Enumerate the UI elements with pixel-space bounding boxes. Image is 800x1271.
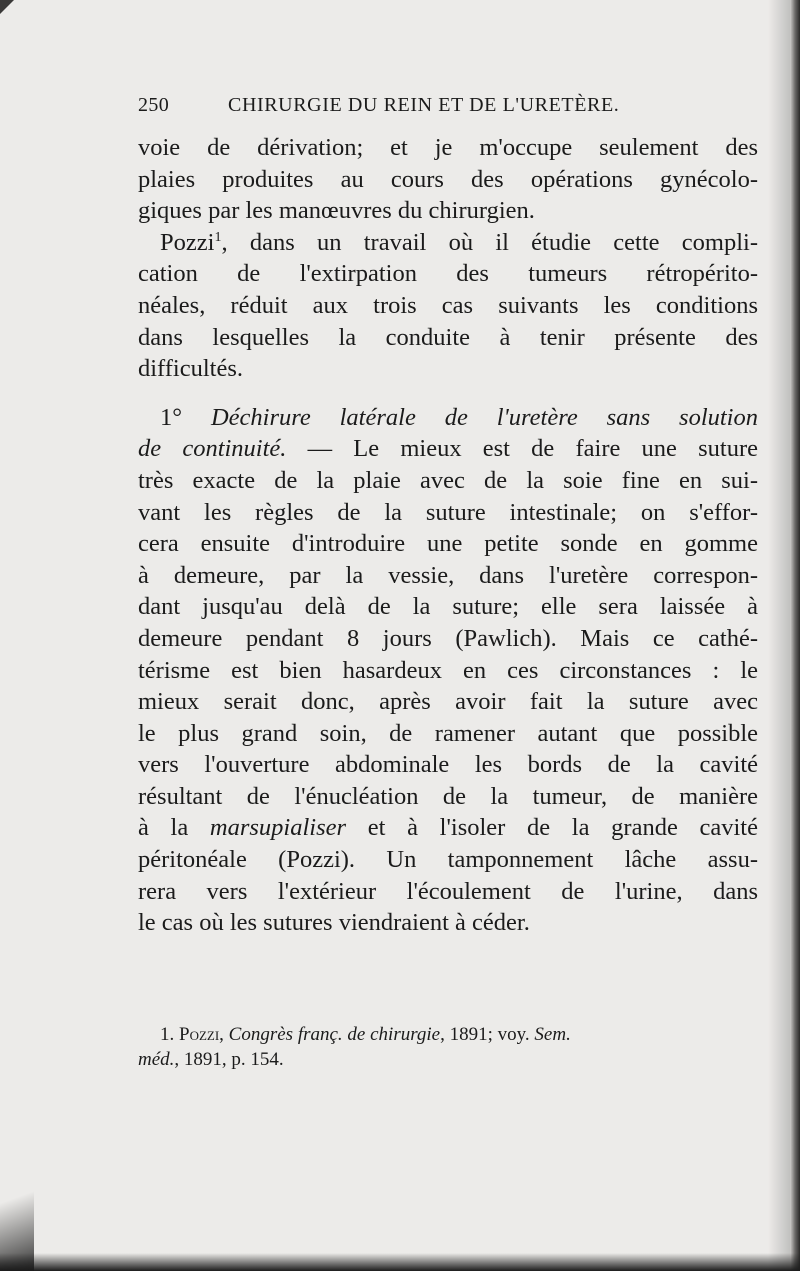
footnote-author: Pozzi [179,1024,220,1045]
author-name: Pozzi [160,228,215,256]
text-line: néales, réduit aux trois cas suivants les conditions [138,291,758,319]
text-line: plaies produites au cours des opérations gynécolo- [138,165,758,193]
text-line: cation de l'extirpation des tumeurs rétropérito- [138,260,758,288]
text-line: cera ensuite d'introduire une petite sonde en gomme [138,530,758,558]
emphasized-term: marsupialiser [209,814,347,842]
text-line: demeure pendant 8 jours (Pawlich). Mais ce cathé- [138,624,758,652]
main-text [138,132,758,939]
text-line: rera vers l'extérieur l'écoulement de l'urine, dans [138,877,758,905]
text-line: mieux serait donc, après avoir fait la suture avec [138,688,758,716]
page-corner-shadow [0,0,14,14]
section-number: 1° [160,403,183,431]
page-number: 250 [138,94,170,116]
text-line: le plus grand soin, de ramener autant que possible [138,719,758,747]
book-spine-edge [790,0,800,1271]
footnote-line: 1. Pozzi, Congrès franç. de chirurgie, 1891; voy. Sem. [160,1024,571,1045]
text-line: vant les règles de la suture intestinale; on s'effor- [138,498,758,526]
text-line: Pozzi$^1$, dans un travail où il étudie cette compli- [160,228,758,256]
text-line: à demeure, par la vessie, dans l'uretère correspon- [138,561,758,589]
text-line: dant jusqu'au delà de la suture; elle sera laissée à [138,593,758,621]
text-line: dans lesquelles la conduite à tenir présente des [138,323,758,351]
text-line: giques par les manœuvres du chirurgien. [138,197,535,225]
text-line: très exacte de la plaie avec de la soie fine en sui- [138,466,758,494]
text-line: térisme est bien hasardeux en ces circonstances : le [138,656,758,684]
paragraph-2 [138,227,758,385]
text-line: péritonéale (Pozzi). Un tamponnement lâche assu- [138,846,758,874]
text-line: difficultés. [138,355,244,383]
running-title: CHIRURGIE DU REIN ET DE L'URETÈRE. [228,94,620,116]
section-heading: Déchirure latérale de l'uretère sans solution [210,403,758,431]
text-line: à la marsupialiser et à l'isoler de la grande cavité [138,814,758,842]
text-line: résultant de l'énucléation de la tumeur, de manière [138,782,758,810]
text-line: vers l'ouverture abdominale les bords de la cavité [138,751,758,779]
text-line: le cas où les sutures viendraient à céder. [138,909,530,937]
section-heading-line [138,402,758,434]
footnote-number: 1. [160,1024,175,1045]
text-line: de continuité. — Le mieux est de faire une suture [138,435,758,463]
section-heading-end: de continuité. [138,435,287,463]
footnote-line: méd., 1891, p. 154. [138,1049,284,1070]
paragraph-1 [138,132,758,227]
text-line: voie de dérivation; et je m'occupe seulement des [138,134,758,161]
footnote-title: Congrès franç. de chirurgie [228,1024,441,1045]
footnote-reference: 1 [214,229,222,245]
page-bottom-edge [0,1253,800,1271]
footnote [138,1022,758,1072]
paragraph-3 [138,402,758,939]
